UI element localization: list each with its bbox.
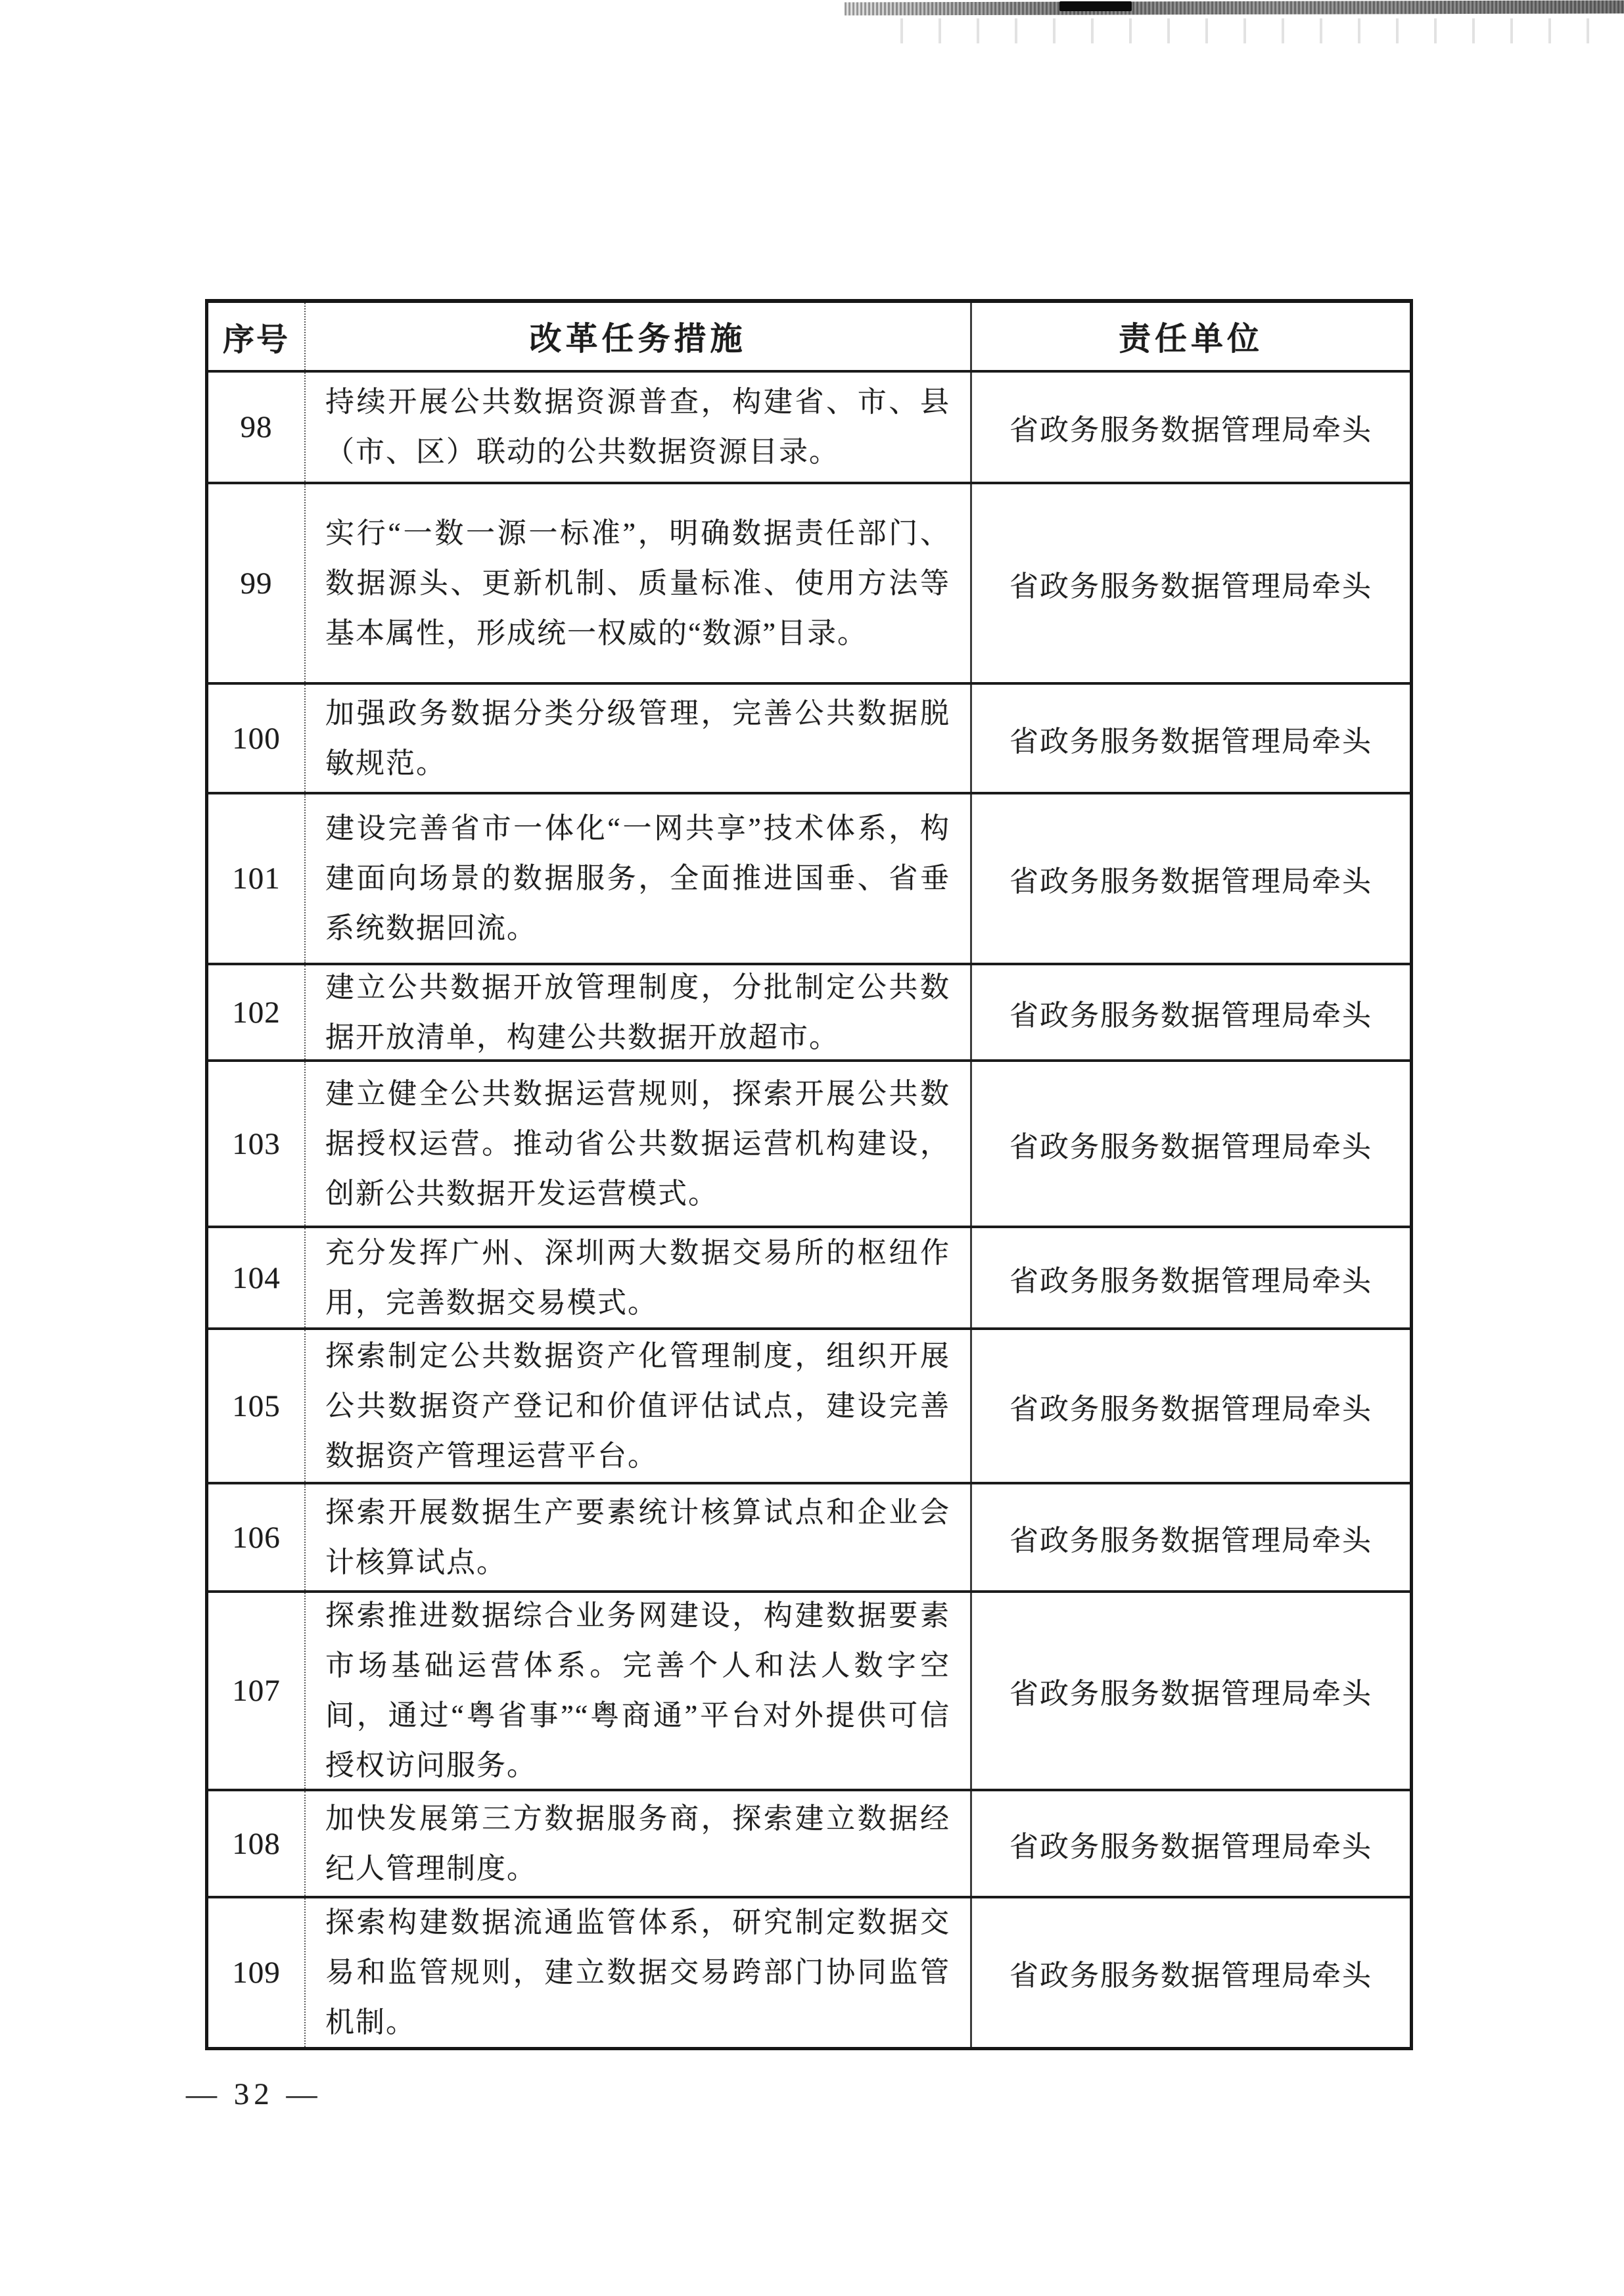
table-row-107 [208,1590,1410,1789]
task-text: 探索制定公共数据资产化管理制度，组织开展公共数据资产登记和价值评估试点，建设完善数据资产管理运营平台。 [325,1339,950,1472]
table-row-106 [208,1482,1410,1590]
scan-streak-artifact [845,0,1624,15]
task-cell [306,794,972,963]
task-cell [306,1898,972,2047]
task-text: 加快发展第三方数据服务商，探索建立数据经纪人管理制度。 [325,1802,950,1885]
unit-text: 省政务服务数据管理局牵头 [1009,1264,1372,1297]
row-index: 100 [232,721,281,756]
task-text: 建立健全公共数据运营规则，探索开展公共数据授权运营。推动省公共数据运营机构建设，创新公共数据开发运营模式。 [325,1077,950,1210]
row-index-cell [208,1898,306,2047]
table-row-109 [208,1896,1410,2047]
unit-cell [972,794,1410,963]
row-index-cell [208,1791,306,1896]
unit-cell [972,1484,1410,1590]
column-header-unit [972,303,1410,370]
unit-cell [972,1062,1410,1226]
task-cell [306,1593,972,1789]
column-header-index-label: 序号 [222,322,290,357]
row-index: 109 [232,1956,281,1990]
unit-cell [972,1593,1410,1789]
column-header-task [306,303,972,370]
row-index-cell [208,484,306,682]
table-row-100 [208,682,1410,792]
row-index-cell [208,1228,306,1327]
task-cell [306,484,972,682]
task-text: 实行“一数一源一标准”，明确数据责任部门、数据源头、更新机制、质量标准、使用方法等基本属性，形成统一权威的“数源”目录。 [325,517,950,649]
row-index-cell [208,794,306,963]
row-index-cell [208,685,306,792]
unit-text: 省政务服务数据管理局牵头 [1009,1960,1372,1992]
row-index: 103 [232,1126,281,1161]
unit-cell [972,685,1410,792]
column-header-index [208,303,306,370]
row-index: 107 [232,1674,281,1708]
reform-tasks-table [205,299,1413,2050]
unit-text: 省政务服务数据管理局牵头 [1009,865,1372,898]
row-index: 99 [240,566,273,601]
task-text: 探索构建数据流通监管体系，研究制定数据交易和监管规则，建立数据交易跨部门协同监管机制。 [325,1906,950,2038]
task-cell [306,965,972,1059]
unit-cell [972,1330,1410,1482]
row-index-cell [208,1593,306,1789]
task-text: 持续开展公共数据资源普查，构建省、市、县（市、区）联动的公共数据资源目录。 [325,386,950,468]
task-cell [306,1791,972,1896]
row-index-cell [208,373,306,482]
table-row-105 [208,1327,1410,1482]
unit-text: 省政务服务数据管理局牵头 [1009,725,1372,758]
task-text: 建设完善省市一体化“一网共享”技术体系，构建面向场景的数据服务，全面推进国垂、省垂系统数据回流。 [325,812,950,944]
unit-cell [972,373,1410,482]
unit-text: 省政务服务数据管理局牵头 [1009,1130,1372,1163]
unit-text: 省政务服务数据管理局牵头 [1009,1392,1372,1425]
task-cell [306,685,972,792]
unit-text: 省政务服务数据管理局牵头 [1009,1524,1372,1557]
row-index-cell [208,1330,306,1482]
task-cell [306,1330,972,1482]
unit-text: 省政务服务数据管理局牵头 [1009,1830,1372,1863]
task-cell [306,373,972,482]
scan-speckle-artifact [900,18,1610,43]
row-index: 108 [232,1826,281,1861]
task-text: 加强政务数据分类分级管理，完善公共数据脱敏规范。 [325,697,950,779]
table-row-98 [208,370,1410,482]
table-row-103 [208,1059,1410,1226]
unit-cell [972,484,1410,682]
task-text: 充分发挥广州、深圳两大数据交易所的枢纽作用，完善数据交易模式。 [325,1236,950,1319]
page-number: — 32 — [186,2077,322,2111]
task-cell [306,1228,972,1327]
unit-text: 省政务服务数据管理局牵头 [1009,1678,1372,1710]
task-cell [306,1062,972,1226]
column-header-unit-label: 责任单位 [1118,321,1263,357]
unit-text: 省政务服务数据管理局牵头 [1009,570,1372,603]
table-row-104 [208,1226,1410,1327]
unit-cell [972,1228,1410,1327]
unit-cell [972,1791,1410,1896]
row-index: 101 [232,861,281,896]
task-cell [306,1484,972,1590]
row-index-cell [208,965,306,1059]
row-index: 104 [232,1260,281,1295]
unit-text: 省政务服务数据管理局牵头 [1009,414,1372,446]
unit-text: 省政务服务数据管理局牵头 [1009,999,1372,1032]
unit-cell [972,1898,1410,2047]
row-index-cell [208,1062,306,1226]
row-index: 106 [232,1520,281,1555]
table-row-108 [208,1789,1410,1896]
table-header-row [208,303,1410,370]
task-text: 探索开展数据生产要素统计核算试点和企业会计核算试点。 [325,1496,950,1578]
column-header-task-label: 改革任务措施 [529,321,747,357]
row-index-cell [208,1484,306,1590]
row-index: 102 [232,995,281,1030]
task-text: 建立公共数据开放管理制度，分批制定公共数据开放清单，构建公共数据开放超市。 [325,971,950,1053]
scan-streak-dark-core [1059,1,1132,11]
task-text: 探索推进数据综合业务网建设，构建数据要素市场基础运营体系。完善个人和法人数字空间，通过“粤省事”“粤商通”平台对外提供可信授权访问服务。 [325,1599,950,1781]
table-row-102 [208,963,1410,1059]
unit-cell [972,965,1410,1059]
row-index: 98 [240,410,273,444]
table-row-99 [208,482,1410,682]
table-row-101 [208,792,1410,963]
row-index: 105 [232,1389,281,1423]
